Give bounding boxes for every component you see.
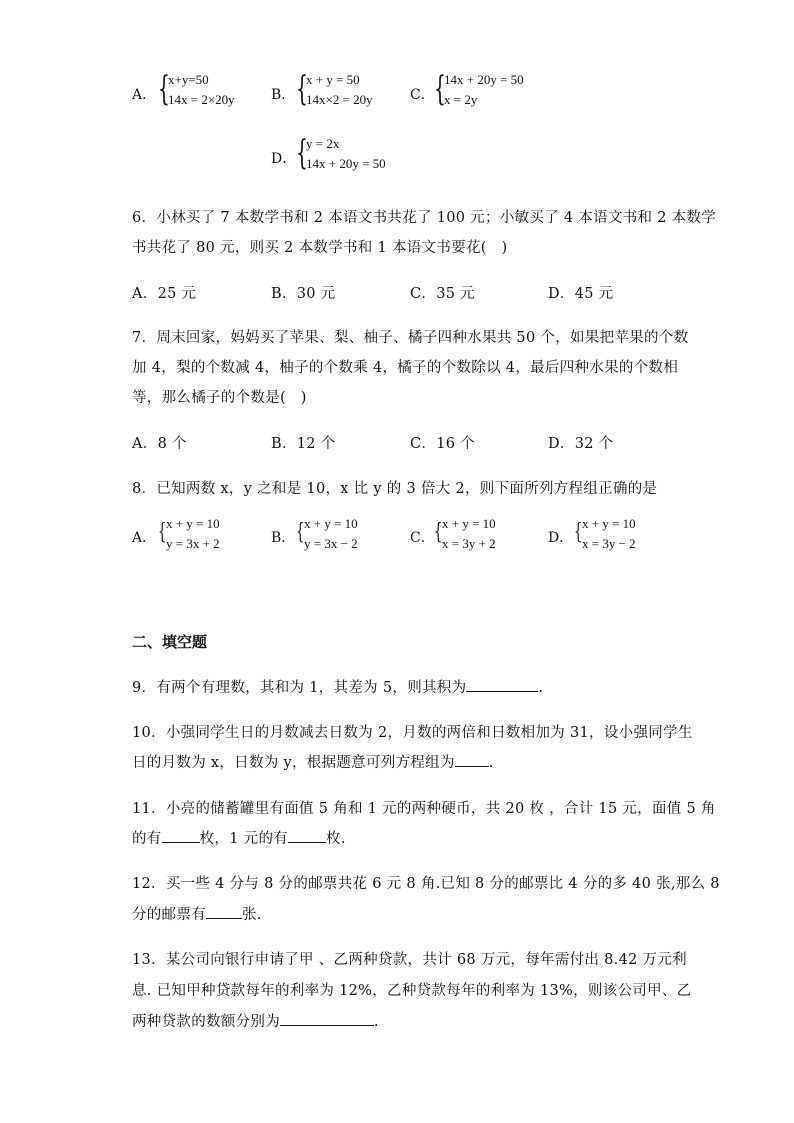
option-label[interactable]: D．	[548, 530, 574, 546]
question-text: 等，那么橘子的个数是( )	[132, 390, 307, 406]
choice-d[interactable]: D．45 元	[548, 286, 614, 302]
equation-1: x + y = 10	[166, 516, 220, 531]
option-label: D．	[271, 151, 297, 167]
choice-d[interactable]: D．32 个	[548, 436, 614, 452]
equation-2: x = 2y	[444, 92, 478, 107]
question-text: 息. 已知甲种贷款每年的利率为 12%，乙种贷款每年的利率为 13%，则该公司甲、乙	[132, 983, 692, 999]
question-text: 10．小强同学生日的月数减去日数为 2，月数的两倍和日数相加为 31，设小强同学生	[132, 725, 693, 741]
equation-1: y = 2x	[306, 136, 340, 151]
question-9	[132, 676, 543, 697]
choice-c[interactable]: C．35 元	[410, 286, 475, 302]
question-text: 两种贷款的数额分别为	[132, 1014, 280, 1030]
equation-1: x + y = 10	[582, 516, 636, 531]
question-text-end: .	[488, 755, 494, 771]
answer-blank-2[interactable]	[288, 830, 326, 843]
option-label: B．	[271, 87, 296, 103]
choice-b[interactable]: B．30 元	[271, 286, 336, 302]
equation-2: y = 3x − 2	[304, 536, 358, 551]
question-text: 6．小林买了 7 本数学书和 2 本语文书共花了 100 元；小敏买了 4 本语文书和 2 本数学	[132, 210, 717, 226]
answer-blank[interactable]	[206, 906, 242, 919]
option-label[interactable]: A．	[132, 530, 157, 546]
question-text-line2	[132, 827, 346, 848]
question-text: 枚，1 元的有	[199, 831, 289, 847]
question-text: 13．某公司向银行申请了甲 、乙两种贷款，共计 68 万元，每年需付出 8.42 万元利	[132, 952, 687, 968]
answer-blank[interactable]	[466, 679, 538, 692]
question-text: 分的邮票有	[132, 907, 206, 923]
equation-1: x + y = 10	[304, 516, 358, 531]
question-text-line3	[132, 1010, 379, 1031]
question-text-line2	[132, 751, 494, 772]
equation-2: 14x + 20y = 50	[306, 156, 386, 171]
question-text: 张.	[242, 907, 262, 923]
option-label: A．	[132, 87, 157, 103]
answer-blank-1[interactable]	[162, 830, 200, 843]
question-text: 的有	[132, 831, 162, 847]
question-text: 12．买一些 4 分与 8 分的邮票共花 6 元 8 角.已知 8 分的邮票比 4 分的多 40 张,那么 8	[132, 876, 720, 892]
choice-b[interactable]: B．12 个	[271, 436, 336, 452]
equation-2: 14x = 2×20y	[168, 92, 235, 107]
answer-blank[interactable]	[280, 1013, 374, 1026]
equation-2: x = 3y + 2	[442, 536, 496, 551]
choice-a[interactable]: A．8 个	[132, 436, 187, 452]
equation-1: x + y = 50	[306, 72, 360, 87]
question-text-end: .	[538, 680, 544, 696]
option-label[interactable]: B．	[271, 530, 296, 546]
question-text: 日的月数为 x，日数为 y，根据题意可列方程组为	[132, 755, 455, 771]
question-text-line2	[132, 903, 262, 924]
question-text: 8．已知两数 x，y 之和是 10，x 比 y 的 3 倍大 2，则下面所列方程组正确的是	[132, 481, 658, 497]
answer-blank[interactable]	[455, 754, 489, 767]
equation-2: x = 3y − 2	[582, 536, 636, 551]
option-label[interactable]: C．	[410, 530, 435, 546]
question-text: 枚.	[326, 831, 346, 847]
question-text: 11．小亮的储蓄罐里有面值 5 角和 1 元的两种硬币，共 20 枚 ，合计 15 元，面值 5 角	[132, 801, 716, 817]
choice-a[interactable]: A．25 元	[132, 286, 197, 302]
equation-1: x+y=50	[168, 72, 209, 87]
question-text: 7．周末回家，妈妈买了苹果、梨、柚子、橘子四种水果共 50 个，如果把苹果的个数	[132, 330, 689, 346]
equation-1: 14x + 20y = 50	[444, 72, 524, 87]
question-text: 书共花了 80 元，则买 2 本数学书和 1 本语文书要花( )	[132, 240, 508, 256]
equation-2: y = 3x + 2	[166, 536, 220, 551]
question-text-end: .	[374, 1014, 379, 1030]
question-text: 加 4，梨的个数减 4，柚子的个数乘 4，橘子的个数除以 4，最后四种水果的个数相	[132, 360, 679, 376]
question-text: 9．有两个有理数，其和为 1，其差为 5，则其积为	[132, 680, 467, 696]
equation-1: x + y = 10	[442, 516, 496, 531]
choice-c[interactable]: C．16 个	[410, 436, 475, 452]
equation-2: 14x×2 = 20y	[306, 92, 373, 107]
option-label: C．	[410, 87, 435, 103]
section-title: 二、填空题	[132, 633, 208, 651]
